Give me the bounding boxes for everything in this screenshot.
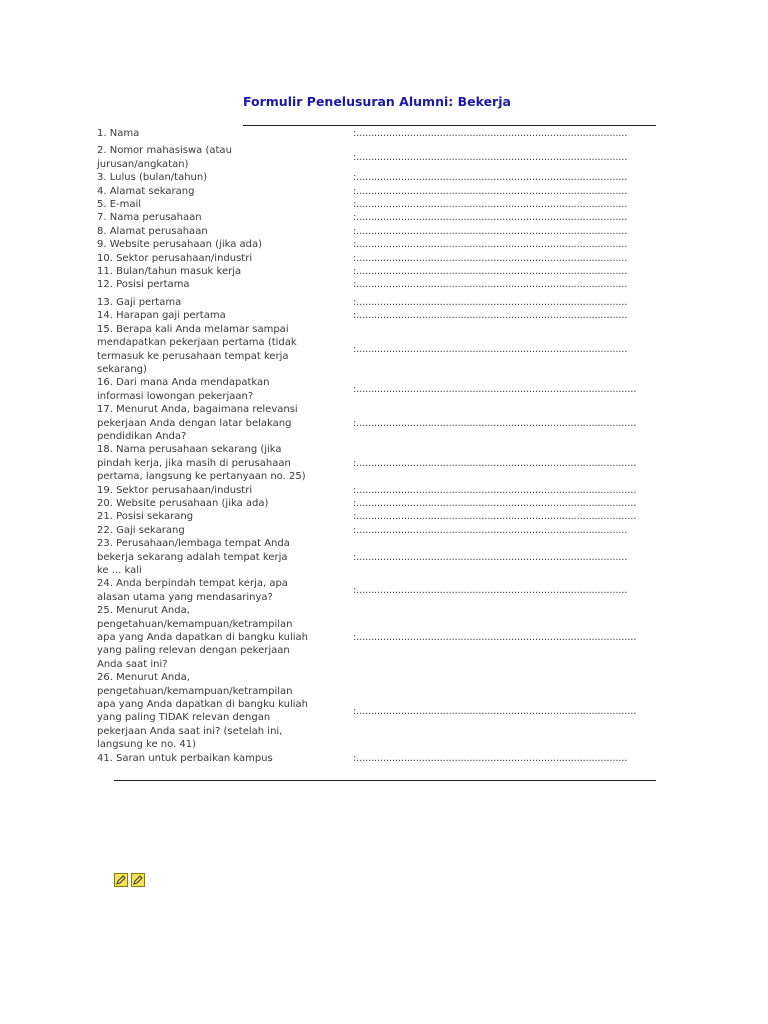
answer-field[interactable]: :........................................................................................... — [353, 185, 628, 197]
answer-field[interactable]: :........................................................................................... — [353, 152, 628, 164]
form-row — [97, 671, 657, 751]
question-label: 24. Anda berpindah tempat kerja, apa alasan utama yang mendasarinya? — [97, 578, 288, 603]
form-row — [97, 296, 657, 309]
question-label: 7. Nama perusahaan — [97, 212, 202, 224]
question-label: 3. Lulus (bulan/tahun) — [97, 172, 208, 184]
answer-field[interactable]: :........................................................................................... — [353, 128, 628, 139]
answer-field[interactable]: :........................................................................................... — [353, 752, 628, 764]
form-row — [97, 144, 657, 171]
form-row — [97, 537, 657, 577]
form-row — [97, 403, 657, 443]
pencil-icon[interactable] — [131, 873, 145, 887]
form-row — [97, 443, 657, 483]
form-row — [97, 484, 657, 497]
form-row — [97, 198, 657, 211]
question-label: 9. Website perusahaan (jika ada) — [97, 239, 263, 251]
answer-field[interactable]: :.............................................................................................. — [353, 511, 637, 523]
answer-field[interactable]: :........................................................................................... — [353, 225, 628, 237]
form-row — [97, 252, 657, 265]
question-label: 10. Sektor perusahaan/industri — [97, 252, 253, 264]
question-label: 15. Berapa kali Anda melamar sampai mendapatkan pekerjaan pertama (tidak termasuk ke perusahaan tempat kerja sekarang) — [97, 323, 297, 375]
question-label: 26. Menurut Anda, pengetahuan/kemampuan/ketrampilan apa yang Anda dapatkan di bangku kuliah yang paling TIDAK relevan dengan pekerjaan Anda saat ini? (setelah ini, langsung ke no. 41) — [97, 672, 308, 751]
form-row — [97, 752, 657, 765]
question-label: 14. Harapan gaji pertama — [97, 310, 226, 322]
question-label: 12. Posisi pertama — [97, 279, 190, 291]
top-divider — [243, 125, 656, 126]
answer-field[interactable]: :........................................................................................... — [353, 524, 628, 536]
answer-field[interactable]: :........................................................................................... — [353, 585, 628, 597]
answer-field[interactable]: :........................................................................................... — [353, 343, 628, 355]
question-label: 25. Menurut Anda, pengetahuan/kemampuan/ketrampilan apa yang Anda dapatkan di bangku kuliah yang paling relevan dengan pekerjaan Anda saat ini? — [97, 605, 308, 670]
answer-field[interactable]: :.............................................................................................. — [353, 705, 637, 717]
form-row — [97, 185, 657, 198]
answer-field[interactable]: :.............................................................................................. — [353, 497, 637, 509]
form-row — [97, 376, 657, 403]
answer-field[interactable]: :........................................................................................... — [353, 252, 628, 264]
form-row — [97, 524, 657, 537]
form-row — [97, 225, 657, 238]
question-label: 8. Alamat perusahaan — [97, 225, 208, 237]
form-row — [97, 577, 657, 604]
question-label: 2. Nomor mahasiswa (atau jurusan/angkatan) — [97, 145, 232, 170]
question-label: 21. Posisi sekarang — [97, 511, 194, 523]
question-label: 41. Saran untuk perbaikan kampus — [97, 752, 273, 764]
question-label: 11. Bulan/tahun masuk kerja — [97, 266, 242, 278]
answer-field[interactable]: :.............................................................................................. — [353, 457, 637, 469]
form-row — [97, 604, 657, 671]
answer-field[interactable]: :........................................................................................... — [353, 239, 628, 251]
form-row — [97, 497, 657, 510]
form-row — [97, 309, 657, 322]
form-row — [97, 265, 657, 278]
form-row — [97, 278, 657, 291]
form-title: Formulir Penelusuran Alumni: Bekerja — [243, 94, 511, 109]
answer-field[interactable]: :........................................................................................... — [353, 279, 628, 291]
answer-field[interactable]: :.............................................................................................. — [353, 384, 637, 396]
answer-field[interactable]: :........................................................................................... — [353, 172, 628, 184]
answer-field[interactable]: :........................................................................................... — [353, 310, 628, 322]
question-label: 18. Nama perusahaan sekarang (jika pindah kerja, jika masih di perusahaan pertama, langsung ke pertanyaan no. 25) — [97, 444, 306, 483]
question-label: 22. Gaji sekarang — [97, 524, 185, 536]
question-label: 23. Perusahaan/lembaga tempat Anda bekerja sekarang adalah tempat kerja ke ... kali — [97, 538, 290, 576]
form-row — [97, 323, 657, 377]
question-label: 4. Alamat sekarang — [97, 185, 195, 197]
answer-field[interactable]: :.............................................................................................. — [353, 632, 637, 644]
form-row — [97, 238, 657, 251]
form-row — [97, 510, 657, 523]
question-label: 1. Nama — [97, 128, 140, 139]
answer-field[interactable]: :.............................................................................................. — [353, 417, 637, 429]
bottom-divider — [114, 780, 656, 781]
question-label: 19. Sektor perusahaan/industri — [97, 484, 253, 496]
pencil-icon[interactable] — [114, 873, 128, 887]
answer-field[interactable]: :........................................................................................... — [353, 212, 628, 224]
question-label: 17. Menurut Anda, bagaimana relevansi pekerjaan Anda dengan latar belakang pendidikan Anda? — [97, 404, 298, 442]
question-label: 13. Gaji pertama — [97, 296, 182, 308]
answer-field[interactable]: :.............................................................................................. — [353, 484, 637, 496]
edit-toolbar — [114, 873, 145, 889]
question-label: 5. E-mail — [97, 199, 142, 211]
form-questions — [97, 127, 657, 765]
form-row — [97, 171, 657, 184]
answer-field[interactable]: :........................................................................................... — [353, 551, 628, 563]
answer-field[interactable]: :........................................................................................... — [353, 199, 628, 211]
question-label: 16. Dari mana Anda mendapatkan informasi lowongan pekerjaan? — [97, 377, 270, 402]
form-row — [97, 211, 657, 224]
form-row — [97, 127, 657, 140]
answer-field[interactable]: :........................................................................................... — [353, 296, 628, 308]
answer-field[interactable]: :........................................................................................... — [353, 266, 628, 278]
question-label: 20. Website perusahaan (jika ada) — [97, 497, 269, 509]
